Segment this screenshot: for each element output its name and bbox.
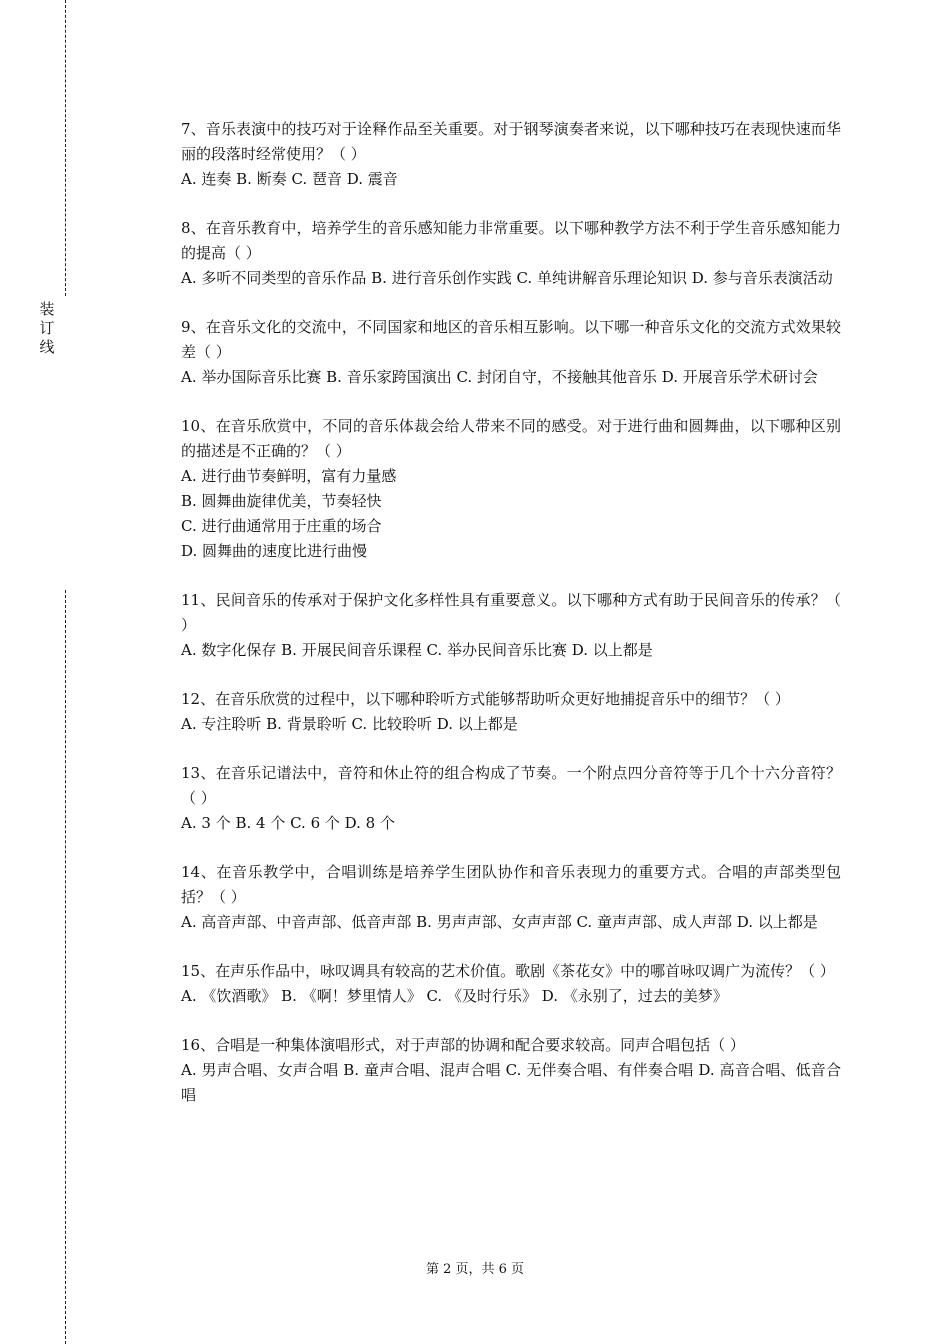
question-stem: 12、在音乐欣赏的过程中，以下哪种聆听方式能够帮助听众更好地捕捉音乐中的细节？（ ） [181, 690, 790, 708]
question-stem: 10、在音乐欣赏中，不同的音乐体裁会给人带来不同的感受。对于进行曲和圆舞曲，以下哪种区别的描述是不正确的？（ ） [181, 417, 841, 460]
question-stem: 9、在音乐文化的交流中，不同国家和地区的音乐相互影响。以下哪一种音乐文化的交流方式效果较差（ ） [181, 318, 841, 361]
question-options: A. 3 个 B. 4 个 C. 6 个 D. 8 个 [181, 814, 395, 832]
binding-char: 订 [39, 319, 55, 337]
question-stem: 15、在声乐作品中，咏叹调具有较高的艺术价值。歌剧《茶花女》中的哪首咏叹调广为流传？（ ） [181, 962, 835, 980]
question-options: A. 多听不同类型的音乐作品 B. 进行音乐创作实践 C. 单纯讲解音乐理论知识 D. 参与音乐表演活动 [181, 269, 833, 287]
question-options: A. 举办国际音乐比赛 B. 音乐家跨国演出 C. 封闭自守，不接触其他音乐 D. 开展音乐学术研讨会 [181, 368, 818, 386]
question-13 [181, 761, 841, 836]
question-options: A. 专注聆听 B. 背景聆听 C. 比较聆听 D. 以上都是 [181, 715, 518, 733]
question-14 [181, 860, 841, 935]
question-stem: 14、在音乐教学中，合唱训练是培养学生团队协作和音乐表现力的重要方式。合唱的声部类型包括？（ ） [181, 863, 841, 906]
question-11 [181, 588, 841, 663]
binding-char: 装 [39, 300, 55, 318]
question-list [181, 117, 841, 1132]
question-9 [181, 315, 841, 390]
binding-char: 线 [39, 338, 55, 356]
binding-line-top [65, 0, 66, 296]
question-7 [181, 117, 841, 192]
question-option-c: C. 进行曲通常用于庄重的场合 [181, 517, 382, 535]
question-option-d: D. 圆舞曲的速度比进行曲慢 [181, 542, 368, 560]
question-16 [181, 1033, 841, 1108]
question-15 [181, 959, 841, 1009]
question-options: A. 高音声部、中音声部、低音声部 B. 男声声部、女声声部 C. 童声声部、成人声部 D. 以上都是 [181, 913, 818, 931]
question-10 [181, 414, 841, 564]
question-stem: 8、在音乐教育中，培养学生的音乐感知能力非常重要。以下哪种教学方法不利于学生音乐感知能力的提高（ ） [181, 219, 841, 262]
question-12 [181, 687, 841, 737]
question-stem: 7、音乐表演中的技巧对于诠释作品至关重要。对于钢琴演奏者来说，以下哪种技巧在表现快速而华丽的段落时经常使用？（ ） [181, 120, 841, 163]
question-stem: 13、在音乐记谱法中，音符和休止符的组合构成了节奏。一个附点四分音符等于几个十六分音符？（ ） [181, 764, 841, 807]
binding-line-bottom [65, 590, 66, 1344]
question-8 [181, 216, 841, 291]
question-stem: 11、民间音乐的传承对于保护文化多样性具有重要意义。以下哪种方式有助于民间音乐的传承？（ ） [181, 591, 841, 634]
question-option-a: A. 进行曲节奏鲜明，富有力量感 [181, 467, 397, 485]
question-options: A. 男声合唱、女声合唱 B. 童声合唱、混声合唱 C. 无伴奏合唱、有伴奏合唱 D. 高音合唱、低音合唱 [181, 1061, 841, 1104]
question-options: A. 《饮酒歌》 B. 《啊！梦里情人》 C. 《及时行乐》 D. 《永别了，过去的美梦》 [181, 987, 728, 1005]
question-option-b: B. 圆舞曲旋律优美，节奏轻快 [181, 492, 382, 510]
question-options: A. 连奏 B. 断奏 C. 琶音 D. 震音 [181, 170, 398, 188]
binding-label [37, 300, 57, 357]
question-options: A. 数字化保存 B. 开展民间音乐课程 C. 举办民间音乐比赛 D. 以上都是 [181, 641, 653, 659]
page-footer: 第 2 页，共 6 页 [425, 1262, 525, 1277]
question-stem: 16、合唱是一种集体演唱形式，对于声部的协调和配合要求较高。同声合唱包括（ ） [181, 1036, 745, 1054]
